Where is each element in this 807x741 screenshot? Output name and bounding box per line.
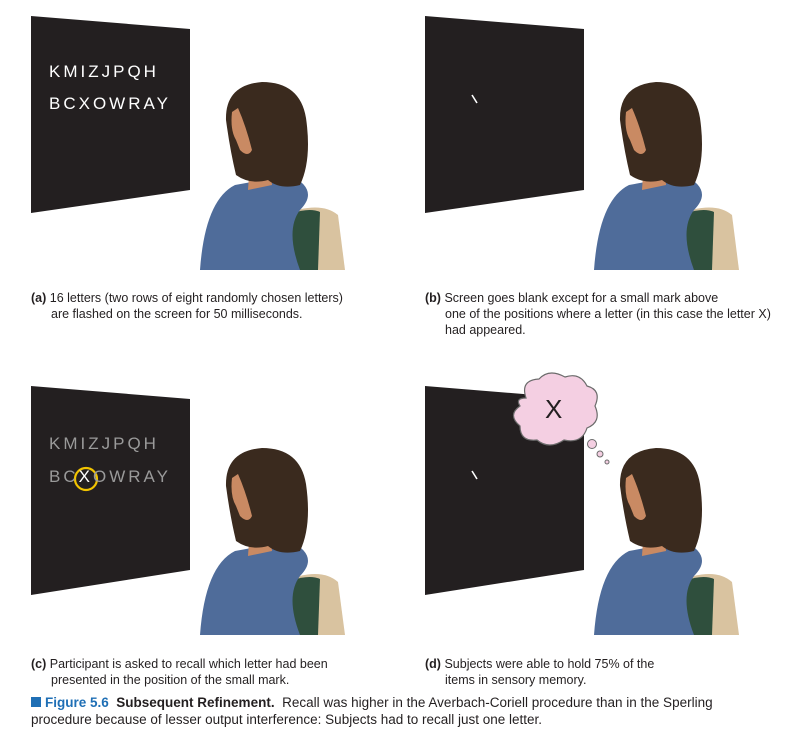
scene-c [0,370,403,640]
caption-line: 16 letters (two rows of eight randomly chosen letters) [49,291,343,305]
display-screen [31,386,190,595]
caption-tag: (b) [425,291,441,305]
figure-text-line: procedure because of lesser output interference: Subjects had to recall just one letter. [31,712,543,727]
scene-a [0,0,403,280]
figure-text-line: Recall was higher in the Averbach-Coriell procedure than in the Sperling [282,695,713,710]
figure-marker-icon [31,697,41,707]
shirt [594,541,702,635]
participant-figure [200,448,345,635]
panel-b [403,0,807,340]
caption-b [425,290,805,338]
display-screen [425,16,584,213]
letters-before: BC [49,467,79,486]
figure-number: Figure 5.6 [45,695,109,710]
panel-c [0,370,403,690]
caption-tag: (c) [31,657,47,671]
scene-d [403,370,807,640]
letters-after: OWRAY [92,467,171,486]
caption-line: are flashed on the screen for 50 milliseconds. [51,307,303,321]
caption-line: had appeared. [445,323,526,337]
caption-tag: (a) [31,291,47,305]
panel-a [0,0,403,330]
caption-c [31,656,401,688]
caption-line: one of the positions where a letter (in this case the letter X) [445,307,771,321]
participant-figure [200,82,345,270]
letter-row-2 [49,467,171,487]
caption-line: presented in the position of the small mark. [51,673,290,687]
shirt [200,541,308,635]
scene-b [403,0,807,280]
caption-tag: (d) [425,657,441,671]
caption-line: items in sensory memory. [445,673,587,687]
circled-letter: X [78,467,93,486]
caption-a [31,290,391,322]
participant-figure [594,448,739,635]
caption-line: Participant is asked to recall which letter had been [49,657,328,671]
display-screen [31,16,190,213]
figure-caption [31,694,791,728]
letter-row-1: KMIZJPQH [49,62,159,81]
caption-line: Screen goes blank except for a small mark above [444,291,719,305]
letter-row-2: BCXOWRAY [49,94,171,113]
thought-letter: X [545,394,563,424]
panel-d [403,370,807,690]
letter-row-1: KMIZJPQH [49,434,159,453]
shirt [594,175,702,270]
participant-figure [594,82,739,270]
figure-title: Subsequent Refinement. [116,695,275,710]
caption-d [425,656,805,688]
shirt [200,175,308,270]
caption-line: Subjects were able to hold 75% of the [444,657,655,671]
